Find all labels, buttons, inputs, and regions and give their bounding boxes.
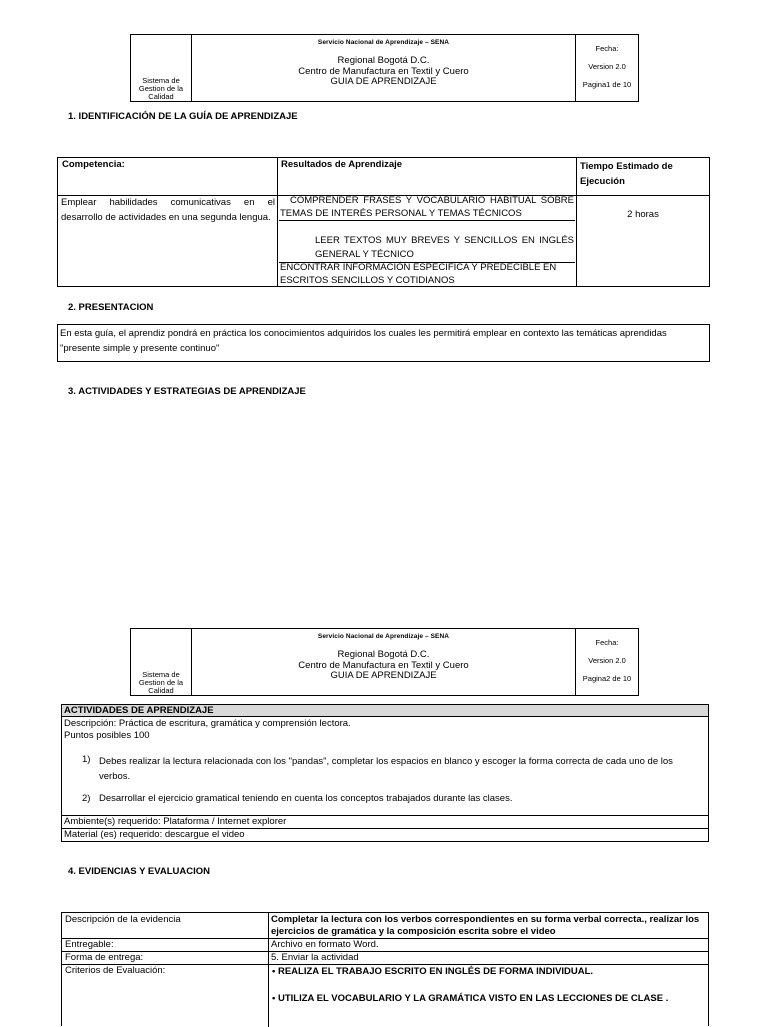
evidencia-label: Descripción de la evidencia: [65, 914, 181, 925]
tiempo-header: Tiempo Estimado de Ejecución: [580, 161, 673, 187]
quality-system-cell: [131, 35, 192, 101]
evidencias-table: [61, 912, 709, 1026]
quality-system-line: Sistema de: [142, 670, 180, 679]
institution-name: Servicio Nacional de Aprendizaje – SENA: [317, 39, 450, 46]
regional-name: Regional Bogotá D.C.: [337, 649, 430, 660]
identification-table: [57, 157, 710, 287]
actividades-box: [61, 704, 709, 842]
regional-name: Regional Bogotá D.C.: [337, 55, 430, 66]
quality-system-line: Sistema de: [142, 76, 180, 85]
institution-name: Servicio Nacional de Aprendizaje – SENA: [317, 633, 450, 640]
evidencia-value: Completar la lectura con los verbos correspondientes en su forma verbal correcta., realizar los ejercicios de gramática y la composición escrita sobre el video: [271, 914, 700, 937]
criterio-2: • UTILIZA EL VOCABULARIO Y LA GRAMÁTICA VISTO EN LAS LECCIONES DE CLASE .: [272, 993, 669, 1004]
center-name: Centro de Manufactura en Textil y Cuero: [298, 65, 469, 77]
item-2-number: 2): [82, 793, 91, 804]
item-1-number: 1): [82, 754, 91, 765]
competencia-header: Competencia:: [62, 159, 125, 170]
date-label: Fecha:: [595, 638, 619, 647]
institution-cell: [192, 629, 576, 695]
date-label: Fecha:: [595, 44, 619, 53]
criterio-1: • REALIZA EL TRABAJO ESCRITO EN INGLÉS DE FORMA INDIVIDUAL.: [272, 966, 594, 977]
quality-system-line: Gestion de la: [138, 678, 184, 687]
guide-title: GUIA DE APRENDIZAJE: [330, 76, 437, 87]
forma-entrega-value: 5. Enviar la actividad: [271, 952, 359, 963]
entregable-label: Entregable:: [65, 939, 114, 950]
bullet-icon: •: [272, 993, 278, 1004]
presentacion-text: En esta guía, el aprendiz pondrá en práctica los conocimientos adquiridos los cuales les permitirá emplear en contexto las temáticas aprendidas "presente simple y presente continuo": [57, 324, 710, 362]
section-2-title: 2. PRESENTACION: [68, 302, 154, 313]
material-requerido: Material (es) requerido: descargue el video: [64, 829, 245, 840]
quality-system-line: Calidad: [148, 686, 174, 695]
page-number: Pagina2 de 10: [582, 674, 632, 683]
item-1-text: Debes realizar la lectura relacionada con los "pandas", completar los espacios en blanco y escoger la forma correcta de cada uno de los verbos.: [99, 756, 673, 782]
forma-entrega-label: Forma de entrega:: [65, 952, 144, 963]
page-header-2: [130, 628, 639, 696]
actividades-title: ACTIVIDADES DE APRENDIZAJE: [62, 705, 708, 717]
item-2-text: Desarrollar el ejercicio gramatical teniendo en cuenta los conceptos trabajados durante las clases.: [99, 793, 513, 804]
quality-system-line: Calidad: [148, 92, 174, 101]
quality-system-line: Gestion de la: [138, 84, 184, 93]
ambiente-requerido: Ambiente(s) requerido: Plataforma / Internet explorer: [64, 816, 287, 827]
meta-cell: [576, 629, 638, 695]
bullet-icon: •: [272, 966, 278, 977]
page-header-1: [130, 34, 639, 102]
actividades-descripcion: Descripción: Práctica de escritura, gramática y comprensión lectora.: [64, 718, 351, 729]
version-label: Version 2.0: [588, 62, 626, 71]
resultado-3: ENCONTRAR INFORMACIÓN ESPECÍFICA Y PREDECIBLE EN ESCRITOS SENCILLOS Y COTIDIANOS: [280, 262, 557, 286]
version-label: Version 2.0: [588, 656, 626, 665]
competencia-text: Emplear habilidades comunicativas en el desarrollo de actividades en una segunda lengua.: [61, 197, 275, 223]
resultados-header: Resultados de Aprendizaje: [281, 159, 403, 170]
section-4-title: 4. EVIDENCIAS Y EVALUACION: [68, 866, 211, 877]
institution-cell: [192, 35, 576, 101]
guide-title: GUIA DE APRENDIZAJE: [330, 670, 437, 681]
entregable-value: Archivo en formato Word.: [271, 939, 379, 950]
page-number: Pagina1 de 10: [582, 80, 632, 89]
resultado-1: COMPRENDER FRASES Y VOCABULARIO HABITUAL SOBRE TEMAS DE INTERÉS PERSONAL Y TEMAS TÉCNICOS: [279, 195, 575, 221]
tiempo-value: 2 horas: [627, 209, 659, 220]
section-3-title: 3. ACTIVIDADES Y ESTRATEGIAS DE APRENDIZAJE: [68, 386, 306, 397]
meta-cell: [576, 35, 638, 101]
criterios-label: Criterios de Evaluación:: [65, 965, 166, 976]
actividades-puntos: Puntos posibles 100: [64, 730, 150, 741]
section-1-title: 1. IDENTIFICACIÓN DE LA GUÍA DE APRENDIZAJE: [68, 111, 298, 122]
quality-system-cell: [131, 629, 192, 695]
resultado-2: LEER TEXTOS MUY BREVES Y SENCILLOS EN INGLÉS GENERAL Y TÉCNICO: [279, 234, 575, 263]
center-name: Centro de Manufactura en Textil y Cuero: [298, 659, 469, 671]
